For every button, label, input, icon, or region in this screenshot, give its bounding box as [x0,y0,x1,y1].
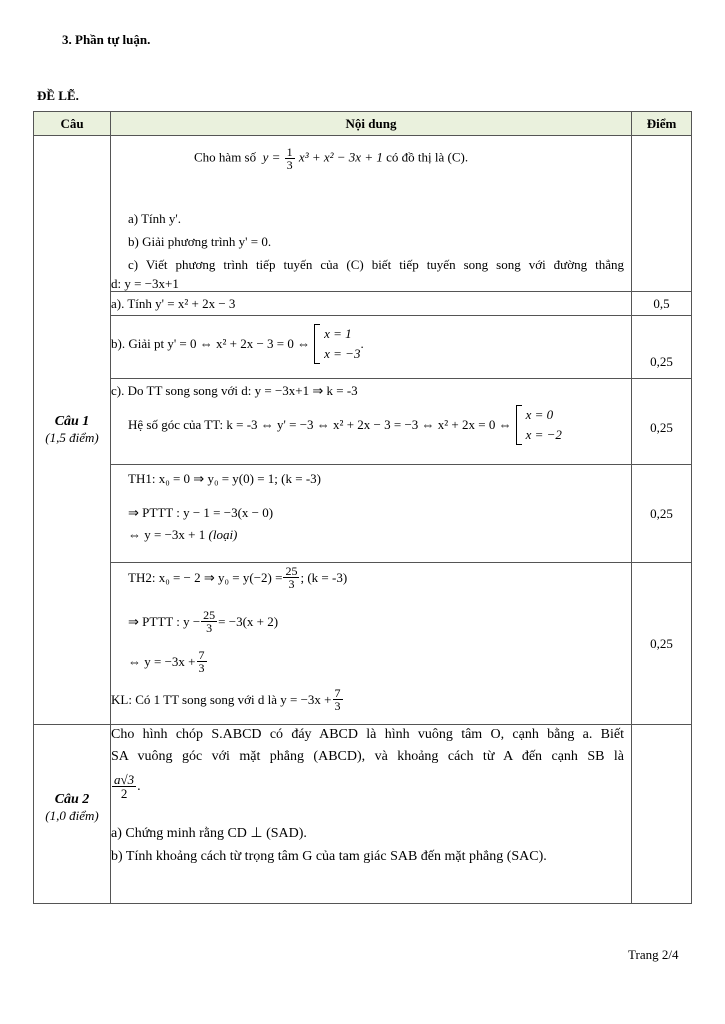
q1-th2-line3 [128,649,208,674]
q1-label: Câu 1 [54,414,90,429]
q1-answer-c-brace [516,405,562,445]
q1-th2-line2-text: ⇒ PTTT : y − [128,613,201,629]
q2-content-cell [111,725,632,904]
q1-prompt: Cho hàm số y = $\frac{1}{3}$ x³ + x² − 3x + 1 có đồ thị là (C). [194,145,469,172]
q1-th2-line2-frac-num: 25 [203,608,216,622]
q1-answer-c-line2 [128,405,562,445]
q2-row [34,725,692,904]
q1-th2-line3-text: ⇔ y = −3x + [128,653,196,669]
q1-answer-b-cell [111,316,632,379]
q2-part-a: a) Chứng minh rằng CD ⊥ (SAD). [111,826,307,841]
q2-line1: Cho hình chóp S.ABCD có đáy ABCD là hình vuông tâm O, cạnh bằng a. Biết [111,727,624,742]
q2-score-cell [632,725,692,904]
q1-th2-row [34,563,692,725]
q1-frac-den: 3 [286,158,293,172]
q1-th1-row [34,465,692,563]
header-cau: Câu [34,112,111,136]
q1-th2-line1-text: TH2: x₀ = − 2 ⇒ y₀ = y(−2) = [128,569,283,585]
q1-answer-c-row [34,379,692,465]
q1-th2-frac2-den: 3 [198,661,205,675]
q1-th2-cell [111,563,632,725]
q1-answer-b-brace [314,324,360,364]
q1-part-b: b) Giải phương trình y' = 0. [128,234,272,249]
q1-answer-c-line2-text: Hệ số góc của TT: k = -3 ⇔ y' = −3 ⇔ x² + 2x − 3 = −3 ⇔ x² + 2x = 0 ⇔ [128,417,512,432]
q2-label-cell [34,725,111,904]
q1-c-root-2: x = −2 [525,427,562,442]
q1-c-root-1: x = 0 [525,407,554,422]
table-header-row [34,112,692,136]
q1-points: (1,5 điểm) [45,430,99,445]
q1-label-cell [34,136,111,725]
q1-score-b: 0,25 [632,316,692,379]
q1-prompt-suffix: có đồ thị là (C). [386,149,469,165]
q1-prompt-row [34,136,692,292]
q1-th2-frac-num: 25 [285,564,298,578]
q1-score-th1: 0,25 [632,465,692,563]
q1-conclusion [111,687,344,712]
q1-th1-line3-text: ⇔ y = −3x + 1 [128,527,206,542]
q2-distance-value: $\frac{a√3}{2}$ . [114,772,141,801]
q1-th2-line1 [128,565,347,590]
q1-th2-line2-suffix: = −3(x + 2) [218,613,279,629]
q1-answer-a: a). Tính y' = x² + 2x − 3 [111,296,236,311]
q2-label: Câu 2 [54,792,90,807]
q1-answer-b-text: b). Giải pt y' = 0 ⇔ x² + 2x − 3 = 0 ⇔ [111,336,311,351]
page-number: Trang 2/4 [628,947,679,962]
q1-answer-b-row [34,316,692,379]
q1-conclusion-frac-den: 3 [334,699,341,713]
q1-th2-line2-frac-den: 3 [206,621,213,635]
q1-answer-b: b). Giải pt y' = 0 ⇔ x² + 2x − 3 = 0 ⇔ x = 1 x = −3 . [111,324,364,364]
q1-th1-note: (loại) [208,527,238,542]
q1-th2-frac-den: 3 [288,577,295,591]
q2-line2: SA vuông góc với mặt phẳng (ABCD), và khoảng cách từ A đến cạnh SB là [111,749,624,764]
q1-part-a: a) Tính y'. [128,211,182,226]
q1-root-1: x = 1 [324,326,352,341]
q1-th1-line2: ⇒ PTTT : y − 1 = −3(x − 0) [128,505,274,520]
exam-variant: ĐỀ LẼ. [37,88,79,103]
q1-conclusion-text: KL: Có 1 TT song song với d là y = −3x + [111,691,332,707]
q1-answer-c-line1: c). Do TT song song với d: y = −3x+1 ⇒ k = -3 [111,383,358,398]
header-diem: Điểm [632,112,692,136]
q1-th1-cell [111,465,632,563]
q1-answer-c-cell [111,379,632,465]
q1-answer-a-cell [111,292,632,316]
q2-frac-num: a√3 [114,772,135,787]
q1-th2-line2 [128,609,278,634]
q1-root-2: x = −3 [324,346,361,361]
q1-score-c: 0,25 [632,379,692,465]
q1-part-c-line1: c) Viết phương trình tiếp tuyến của (C) biết tiếp tuyến song song với đường thẳng [128,257,624,272]
q1-answer-a-row [34,292,692,316]
section-title: 3. Phần tự luận. [62,32,151,47]
q1-part-c-line2: d: y = −3x+1 [111,276,179,291]
q2-part-b: b) Tính khoảng cách từ trọng tâm G của tam giác SAB đến mặt phẳng (SAC). [111,849,547,864]
header-noi-dung: Nội dung [111,112,632,136]
q1-conclusion-frac-num: 7 [334,686,341,700]
q1-th2-frac2-num: 7 [198,648,205,662]
answer-table [33,111,692,904]
q1-th1-line3 [128,527,237,543]
q1-th2-line1-suffix: ; (k = -3) [300,569,348,585]
q1-score-th2: 0,25 [632,563,692,725]
q1-prompt-score [632,136,692,292]
q1-score-a: 0,5 [632,292,692,316]
q2-frac-den: 2 [120,786,128,801]
q1-func-rest: x³ + x² − 3x + 1 [298,149,383,165]
q1-frac-num: 1 [286,145,293,159]
q1-prompt-cell [111,136,632,292]
q2-points: (1,0 điểm) [45,808,99,823]
q1-th1-line1: TH1: x₀ = 0 ⇒ y₀ = y(0) = 1; (k = -3) [128,471,321,486]
q1-prompt-prefix: Cho hàm số [194,149,257,165]
